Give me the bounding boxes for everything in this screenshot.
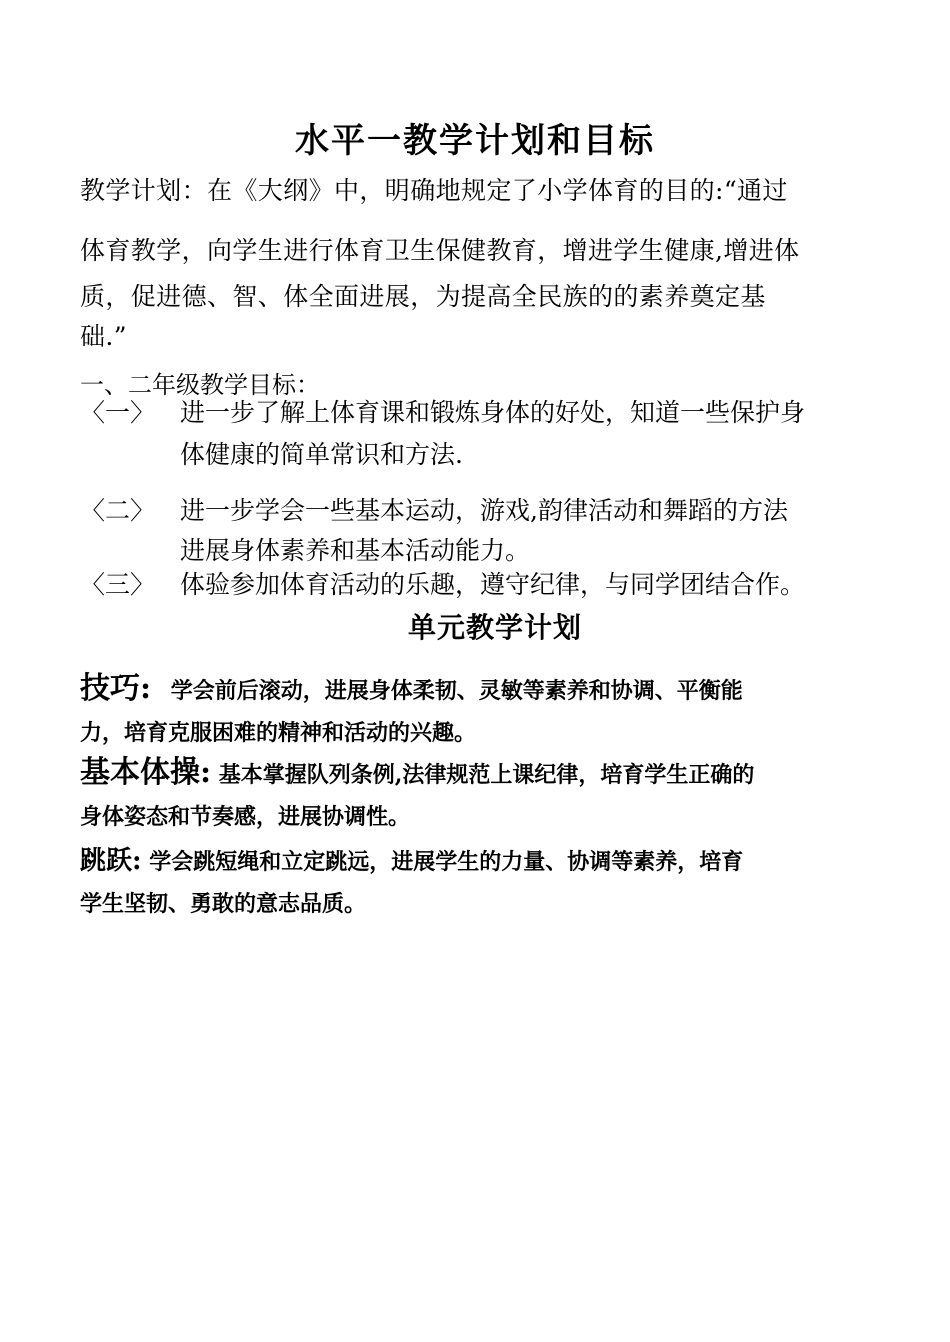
page-title: 水平一教学计划和目标 bbox=[295, 121, 655, 161]
goal-number: 〈一〉 bbox=[80, 398, 156, 427]
unit-text-line-1: 基本掌握队列条例,法律规范上课纪律，培育学生正确的 bbox=[218, 762, 755, 788]
unit-text-line-1: 学会前后滚动，进展身体柔韧、灵敏等素养和协调、平衡能 bbox=[170, 678, 743, 704]
goal-text-line-1: 进一步了解上体育课和锻炼身体的好处，知道一些保护身 bbox=[180, 398, 806, 427]
unit-text-line-2: 学生坚韧、勇敢的意志品质。 bbox=[80, 891, 367, 917]
goal-text-line-1: 体验参加体育活动的乐趣，遵守纪律，与同学团结合作。 bbox=[180, 570, 806, 599]
goal-text-line-2: 体健康的简单常识和方法. bbox=[180, 440, 463, 469]
unit-label: 基本体操: bbox=[80, 755, 212, 790]
goals-heading: 一、二年级教学目标： bbox=[80, 371, 320, 399]
intro-line-1: 教学计划：在《大纲》中，明确地规定了小学体育的目的:“通过 bbox=[80, 176, 788, 205]
unit-line-1 bbox=[80, 840, 880, 883]
goal-number: 〈三〉 bbox=[80, 570, 156, 599]
unit-plan-title: 单元教学计划 bbox=[407, 611, 582, 644]
goal-number: 〈二〉 bbox=[80, 496, 156, 525]
unit-label: 跳跃: bbox=[80, 846, 142, 876]
intro-line-2: 体育教学，向学生进行体育卫生保健教育，增进学生健康,增进体 bbox=[80, 236, 800, 265]
intro-paragraph bbox=[80, 176, 872, 352]
unit-text-line-2: 力，培育克服困难的精神和活动的兴趣。 bbox=[80, 720, 477, 746]
unit-line-1 bbox=[80, 752, 880, 796]
goal-text-line-2: 进展身体素养和基本活动能力。 bbox=[180, 536, 531, 565]
intro-line-4: 础.” bbox=[80, 322, 127, 351]
unit-item-jumping bbox=[80, 840, 880, 925]
unit-text-line-1: 学会跳短绳和立定跳远，进展学生的力量、协调等素养，培育 bbox=[149, 849, 744, 875]
unit-item-gymnastics bbox=[80, 752, 880, 838]
goal-text-line-1: 进一步学会一些基本运动，游戏,韵律活动和舞蹈的方法 bbox=[180, 496, 788, 525]
unit-item-skills bbox=[80, 668, 880, 754]
intro-line-3: 质，促进德、智、体全面进展，为提高全民族的的素养奠定基 bbox=[80, 282, 766, 311]
unit-label: 技巧: bbox=[80, 671, 152, 706]
unit-line-1 bbox=[80, 668, 880, 712]
unit-text-line-2: 身体姿态和节奏感，进展协调性。 bbox=[80, 804, 411, 830]
